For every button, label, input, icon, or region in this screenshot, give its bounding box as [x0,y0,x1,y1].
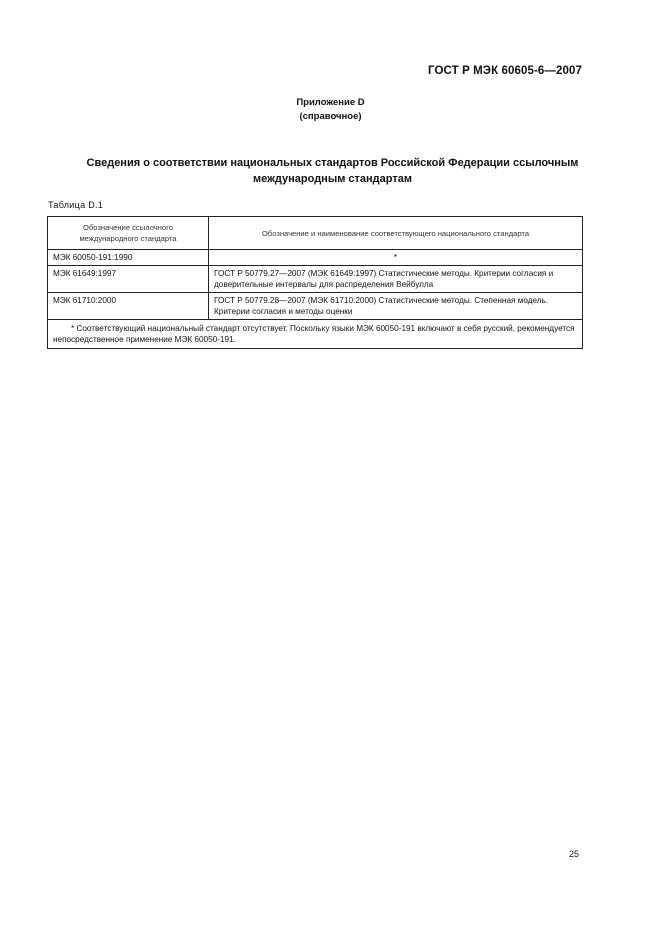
cell-national-standard: ГОСТ Р 50779.27—2007 (МЭК 61649:1997) Статистические методы. Критерии согласия и доверительные интервалы для распределения Вейбулла [209,266,583,293]
table-row [48,250,583,266]
annex-subtitle: (справочное) [299,111,362,122]
page-number: 25 [568,849,579,859]
cell-international-standard: МЭК 61649:1997 [48,266,209,293]
table-row [48,266,583,293]
column-header-national: Обозначение и наименование соответствующего национального стандарта [209,217,583,250]
annex-title: Приложение D [296,97,365,108]
cell-international-standard: МЭК 61710:2000 [48,293,209,320]
table-header-row [48,217,583,250]
cell-national-standard: ГОСТ Р 50779.28—2007 (МЭК 61710:2000) Статистические методы. Степенная модель. Критерии согласия и методы оценки [209,293,583,320]
cell-national-standard: * [209,250,583,266]
table-caption: Таблица D.1 [48,200,104,210]
standards-table [47,216,583,349]
table-footnote-row [48,320,583,349]
annex-block [0,96,661,124]
table-footnote: * Соответствующий национальный стандарт отсутствует. Поскольку языки МЭК 60050-191 включают в себя русский, рекомендуется непосредственное применение МЭК 60050-191. [48,320,583,349]
section-heading: Сведения о соответствии национальных стандартов Российской Федерации ссылочным международным стандартам [86,157,579,185]
column-header-international: Обозначение ссылочного международного стандарта [48,217,209,250]
table-row [48,293,583,320]
cell-international-standard: МЭК 60050-191:1990 [48,250,209,266]
document-code: ГОСТ Р МЭК 60605-6—2007 [428,65,582,77]
